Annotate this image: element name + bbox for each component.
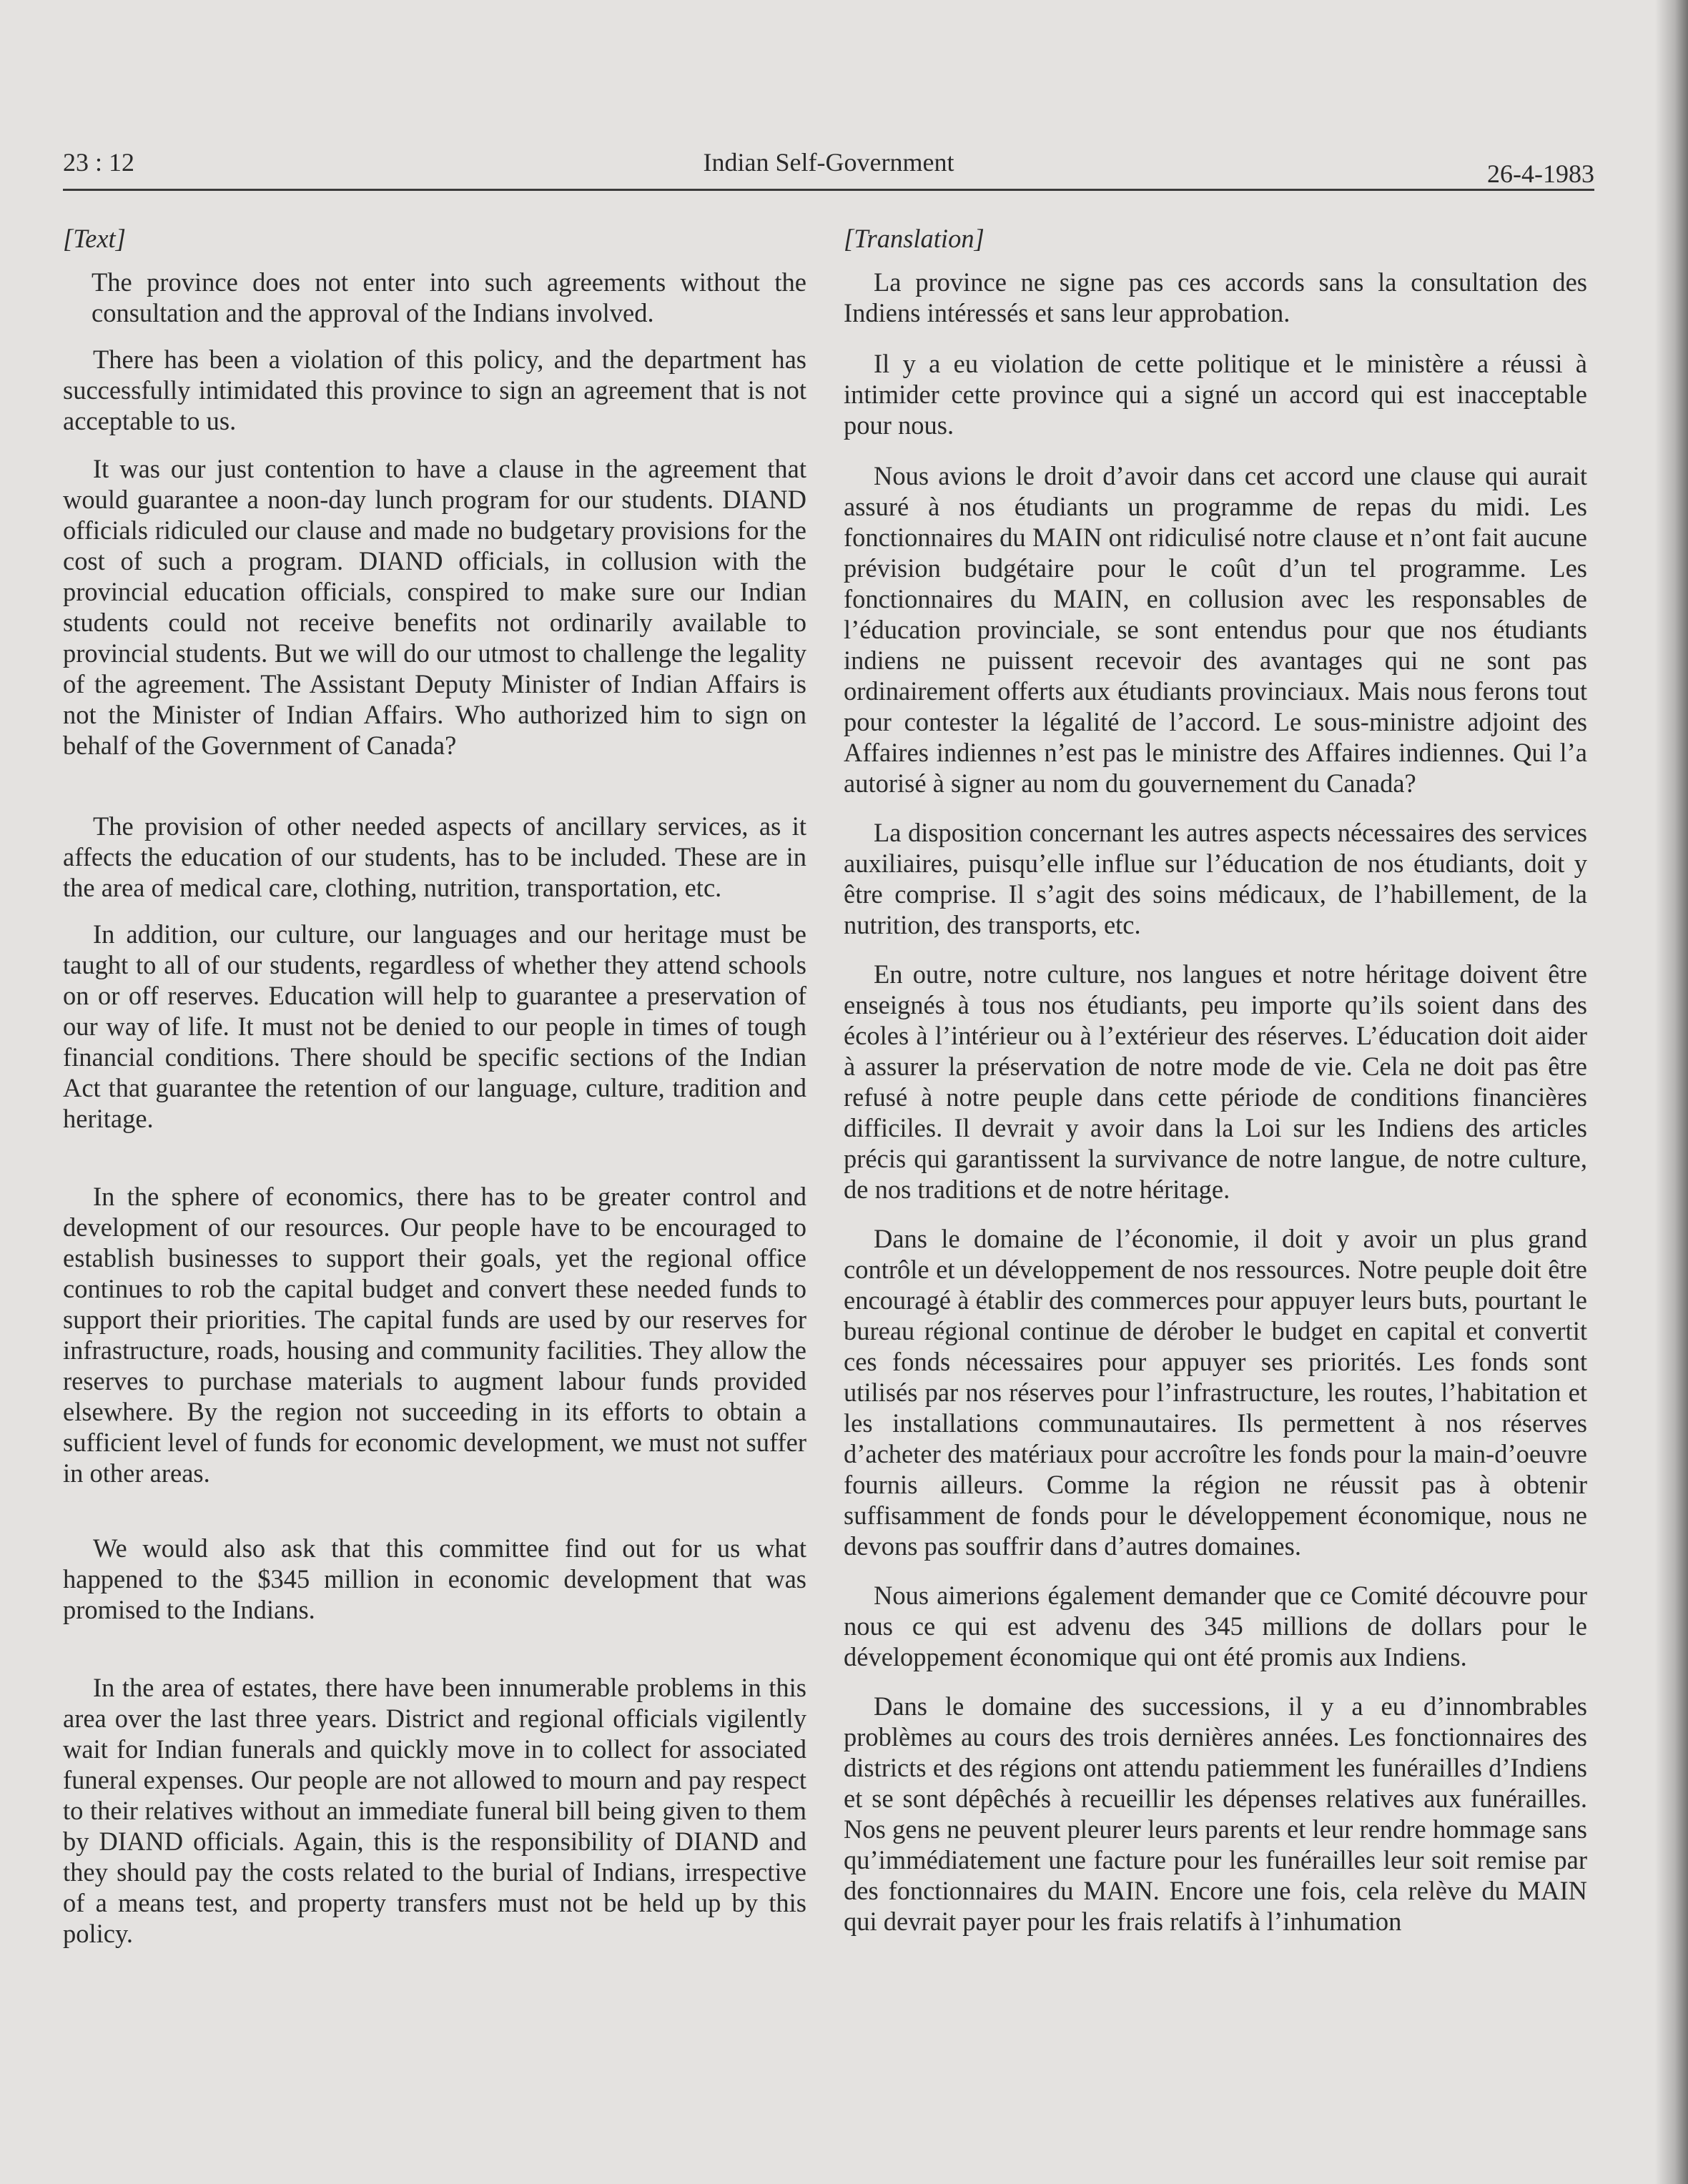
page-reference: 23 : 12	[63, 148, 135, 177]
text-label: [Text]	[63, 224, 126, 253]
header-rule	[63, 189, 1594, 191]
page-edge-shadow	[1655, 0, 1688, 2184]
paragraph: Il y a eu violation de cette politique et le ministère a réussi à intimider cette province qui a signé un accord qui est inacceptable pour nous.	[844, 349, 1587, 440]
page-header	[63, 147, 1594, 190]
paragraph: It was our just contention to have a clause in the agreement that would guarantee a noon-day lunch program for our students. DIAND officials ridiculed our clause and made no budgetary provisions for the cost of such a program. DIAND officials, in collusion with the provincial education officials, conspired to make sure our Indian students could not receive benefits not ordinarily available to provincial students. But we will do our utmost to challenge the legality of the agreement. The Assistant Deputy Minister of Indian Affairs is not the Minister of Indian Affairs. Who authorized him to sign on behalf of the Government of Canada?	[63, 454, 806, 760]
paragraph: The province does not enter into such agreements without the consultation and the approval of the Indians involved.	[92, 267, 806, 327]
page-title: Indian Self-Government	[703, 148, 954, 177]
page-date: 26-4-1983	[1487, 159, 1594, 188]
paragraph: En outre, notre culture, nos langues et notre héritage doivent être enseignés à tous nos étudiants, peu importe qu’ils soient dans des écoles à l’intérieur ou à l’extérieur des réserves. L’éducation doit aider à assurer la préservation de notre mode de vie. Cela ne doit pas être refusé à notre peuple dans cette période de conditions financières difficiles. Il devrait y avoir dans la Loi sur les Indiens des articles précis qui garantissent la survivance de notre langue, de notre culture, de nos traditions et de notre héritage.	[844, 959, 1587, 1204]
paragraph: The provision of other needed aspects of ancillary services, as it affects the education of our students, has to be included. These are in the area of medical care, clothing, nutrition, transportation, etc.	[63, 811, 806, 902]
paragraph: In the sphere of economics, there has to be greater control and development of our resources. Our people have to be encouraged to establish businesses to support their goals, yet the regional office continues to rob the capital budget and convert these needed funds to support their priorities. The capital funds are used by our reserves for infrastructure, roads, housing and community facilities. They allow the reserves to purchase materials to augment labour funds provided elsewhere. By the region not succeeding in its efforts to obtain a sufficient level of funds for economic development, we must not suffer in other areas.	[63, 1182, 806, 1488]
paragraph: Dans le domaine de l’économie, il doit y avoir un plus grand contrôle et un développement de nos ressources. Notre peuple doit être encouragé à établir des commerces pour appuyer leurs buts, pourtant le bureau régional continue de dérober le budget en capital et convertit ces fonds nécessaires pour appuyer ses priorités. Les fonds sont utilisés par nos réserves pour l’infrastructure, les routes, l’habitation et les installations communautaires. Ils permettent à nos réserves d’acheter des matériaux pour accroître les fonds pour la main-d’oeuvre fournis ailleurs. Comme la région ne réussit pas à obtenir suffisamment de fonds pour le développement économique, nous ne devons pas souffrir dans d’autres domaines.	[844, 1224, 1587, 1561]
english-column	[63, 223, 806, 1965]
paragraph: We would also ask that this committee find out for us what happened to the $345 million in economic development that was promised to the Indians.	[63, 1533, 806, 1624]
paragraph: Nous aimerions également demander que ce Comité découvre pour nous ce qui est advenu des 345 millions de dollars pour le développement économique qui ont été promis aux Indiens.	[844, 1581, 1587, 1671]
paragraph: Nous avions le droit d’avoir dans cet accord une clause qui aurait assuré à nos étudiants un programme de repas du midi. Les fonctionnaires du MAIN ont ridiculisé notre clause et n’ont fait aucune prévision budgétaire pour le coût d’un tel programme. Les fonctionnaires du MAIN, en collusion avec les responsables de l’éducation provinciale, se sont entendus pour que nos étudiants indiens ne puissent recevoir des avantages qui ne sont pas ordinairement offerts aux étudiants provinciaux. Mais nous ferons tout pour contester la légalité de l’accord. Le sous-ministre adjoint des Affaires indiennes n’est pas le ministre des Affaires indiennes. Qui l’a autorisé à signer au nom du gouvernement du Canada?	[844, 461, 1587, 798]
paragraph: La disposition concernant les autres aspects nécessaires des services auxiliaires, puisqu’elle influe sur l’éducation de nos étudiants, doit y être comprise. Il s’agit des soins médicaux, de l’habillement, de la nutrition, des transports, etc.	[844, 818, 1587, 939]
paragraph: Dans le domaine des successions, il y a eu d’innombrables problèmes au cours des trois dernières années. Les fonctionnaires des districts et des régions ont attendu patiemment les funérailles d’Indiens et se sont dépêchés à recueillir les dépenses relatives aux funérailles. Nos gens ne peuvent pleurer leurs parents et leur rendre hommage sans qu’immédiatement une facture pour les funérailles leur soit remise par des fonctionnaires du MAIN. Encore une fois, cela relève du MAIN qui devrait payer pour les frais relatifs à l’inhumation	[844, 1691, 1587, 1936]
paragraph: La province ne signe pas ces accords sans la consultation des Indiens intéressés et sans leur approbation.	[844, 267, 1587, 327]
translation-label: [Translation]	[844, 224, 984, 253]
paragraph: There has been a violation of this policy, and the department has successfully intimidated this province to sign an agreement that is not acceptable to us.	[63, 345, 806, 435]
paragraph: In the area of estates, there have been innumerable problems in this area over the last three years. District and regional officials vigilently wait for Indian funerals and quickly move in to collect for associated funeral expenses. Our people are not allowed to mourn and pay respect to their relatives without an immediate funeral bill being given to them by DIAND officials. Again, this is the responsibility of DIAND and they should pay the costs related to the burial of Indians, irrespective of a means test, and property transfers must not be held up by this policy.	[63, 1673, 806, 1948]
paragraph: In addition, our culture, our languages and our heritage must be taught to all of our students, regardless of whether they attend schools on or off reserves. Education will help to guarantee a preservation of our way of life. It must not be denied to our people in times of tough financial conditions. There should be specific sections of the Indian Act that guarantee the retention of our language, culture, tradition and heritage.	[63, 919, 806, 1133]
french-column	[844, 223, 1587, 1952]
